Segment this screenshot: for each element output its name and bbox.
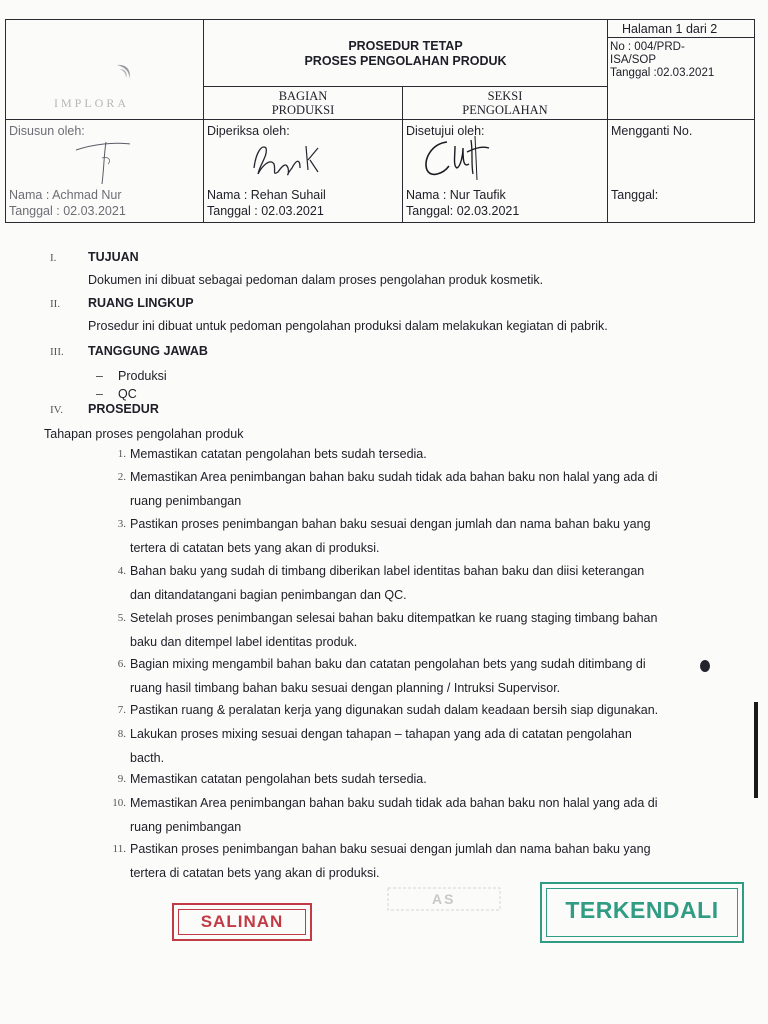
company-logo-text: IMPLORA — [54, 96, 130, 110]
company-logo-cell — [6, 20, 204, 120]
replaces-caption: Mengganti No. — [611, 124, 693, 138]
faint-stamp-text: AS — [432, 891, 456, 907]
checked-by-cell — [204, 120, 403, 223]
step-text: dan ditandatangani bagian penimbangan dan QC. — [130, 587, 407, 602]
step-text: ruang hasil timbang bahan baku sesuai dengan planning / Intruksi Supervisor. — [130, 680, 561, 695]
section-1-number: I. — [50, 252, 57, 264]
checked-by-caption: Diperiksa oleh: — [207, 124, 290, 138]
section-3-heading — [50, 344, 208, 358]
step-text: tertera di catatan bets yang akan di produksi. — [130, 865, 380, 880]
checked-by-details — [207, 187, 326, 219]
step-text: Pastikan ruang & peralatan kerja yang digunakan sudah dalam keadaan bersih siap digunakan. — [130, 703, 659, 717]
step-number: 1. — [117, 448, 126, 460]
document-title — [204, 20, 608, 87]
page-number: Halaman 1 dari 2 — [608, 20, 754, 38]
step-number: 11. — [112, 843, 126, 855]
doc-no-line-2: ISA/SOP — [610, 54, 657, 66]
ink-blot-mark — [697, 657, 713, 675]
replaces-date: Tanggal: — [611, 188, 659, 202]
section-2-heading — [50, 296, 194, 310]
step-number: 9. — [117, 773, 126, 785]
faint-stamp — [384, 885, 504, 913]
section-3-title: TANGGUNG JAWAB — [88, 344, 208, 358]
step-text: Pastikan proses penimbangan bahan baku sesuai dengan jumlah dan nama bahan baku yang — [130, 842, 651, 856]
section-1-title: TUJUAN — [88, 250, 139, 264]
section-4-title: PROSEDUR — [88, 402, 159, 416]
prepared-by-name: Nama : Achmad Nur — [9, 188, 122, 202]
prepared-by-signature — [68, 128, 138, 188]
step-text: ruang penimbangan — [130, 493, 242, 508]
step-text: ruang penimbangan — [130, 819, 242, 834]
step-number: 3. — [117, 518, 126, 530]
section-2-text: Prosedur ini dibuat untuk pedoman pengolahan produksi dalam melakukan kegiatan di pabrik. — [88, 319, 608, 333]
title-line-2: PROSES PENGOLAHAN PRODUK — [304, 54, 507, 68]
step-text: Memastikan Area penimbangan bahan baku sudah tidak ada bahan baku non halal yang ada di — [130, 796, 658, 810]
step-text: bacth. — [130, 750, 165, 765]
document-number — [608, 38, 754, 80]
controlled-stamp — [540, 882, 744, 943]
checked-by-signature — [248, 138, 328, 182]
title-line-1: PROSEDUR TETAP — [348, 39, 463, 53]
section-line-1: SEKSI — [487, 89, 523, 103]
approved-by-name: Nama : Nur Taufik — [406, 188, 506, 202]
department-line-1: BAGIAN — [278, 89, 328, 103]
procedure-intro: Tahapan proses pengolahan produk — [44, 427, 244, 441]
doc-no-line-1: No : 004/PRD- — [610, 41, 685, 53]
prepared-by-date: Tanggal : 02.03.2021 — [9, 204, 126, 218]
step-number: 5. — [117, 612, 126, 624]
prepared-by-caption: Disusun oleh: — [9, 124, 85, 138]
copy-stamp-text: SALINAN — [200, 912, 284, 931]
checked-by-name: Nama : Rehan Suhail — [207, 188, 326, 202]
responsibility-item-label: QC — [118, 387, 137, 401]
section-2-title: RUANG LINGKUP — [88, 296, 194, 310]
step-number: 4. — [117, 565, 126, 577]
section-4-heading — [50, 402, 159, 416]
step-text: Bahan baku yang sudah di timbang diberikan label identitas bahan baku dan diisi keterangan — [130, 564, 645, 578]
step-text: Memastikan catatan pengolahan bets sudah tersedia. — [130, 447, 427, 461]
prepared-by-cell — [6, 120, 204, 223]
section-1-heading — [50, 250, 139, 264]
approved-by-signature — [417, 134, 507, 184]
step-text: Setelah proses penimbangan selesai bahan baku ditempatkan ke ruang staging timbang bahan — [130, 611, 658, 625]
section-1-text: Dokumen ini dibuat sebagai pedoman dalam proses pengolahan produk kosmetik. — [88, 273, 544, 287]
prepared-by-details — [9, 187, 126, 219]
department-cell — [204, 87, 403, 120]
approved-by-date: Tanggal: 02.03.2021 — [406, 204, 520, 218]
step-text: Bagian mixing mengambil bahan baku dan catatan pengolahan bets yang sudah ditimbang di — [130, 657, 646, 671]
doc-date: Tanggal :02.03.2021 — [610, 67, 715, 79]
step-number: 8. — [117, 728, 126, 740]
step-number: 7. — [117, 704, 126, 716]
document-meta-cell — [608, 20, 755, 120]
approved-by-caption: Disetujui oleh: — [406, 124, 485, 138]
section-2-number: II. — [50, 298, 61, 310]
step-text: Memastikan catatan pengolahan bets sudah tersedia. — [130, 772, 427, 786]
step-text: Lakukan proses mixing sesuai dengan tahapan – tahapan yang ada di catatan pengolahan — [130, 727, 632, 741]
section-4-number: IV. — [50, 404, 63, 416]
copy-stamp — [172, 903, 312, 941]
approved-by-details — [406, 187, 519, 219]
margin-bar-mark — [750, 702, 764, 798]
controlled-stamp-text: TERKENDALI — [565, 897, 719, 923]
responsibility-item-label: Produksi — [118, 369, 167, 383]
replaces-cell — [608, 120, 755, 223]
step-number: 2. — [117, 471, 126, 483]
step-text: Memastikan Area penimbangan bahan baku sudah tidak ada bahan baku non halal yang ada di — [130, 470, 658, 484]
step-text: baku dan ditempel label identitas produk. — [130, 634, 358, 649]
company-logo-icon — [114, 62, 136, 82]
section-line-2: PENGOLAHAN — [462, 103, 548, 117]
responsibility-item: – Produksi — [96, 369, 167, 383]
step-number: 6. — [117, 658, 126, 670]
step-number: 10. — [112, 797, 126, 809]
step-text: tertera di catatan bets yang akan di produksi. — [130, 540, 380, 555]
step-text: Pastikan proses penimbangan bahan baku sesuai dengan jumlah dan nama bahan baku yang — [130, 517, 651, 531]
responsibility-item: – QC — [96, 387, 137, 401]
checked-by-date: Tanggal : 02.03.2021 — [207, 204, 324, 218]
section-3-number: III. — [50, 346, 64, 358]
approved-by-cell — [403, 120, 608, 223]
document-header-table — [5, 19, 755, 223]
section-cell — [403, 87, 608, 120]
department-line-2: PRODUKSI — [271, 103, 335, 117]
